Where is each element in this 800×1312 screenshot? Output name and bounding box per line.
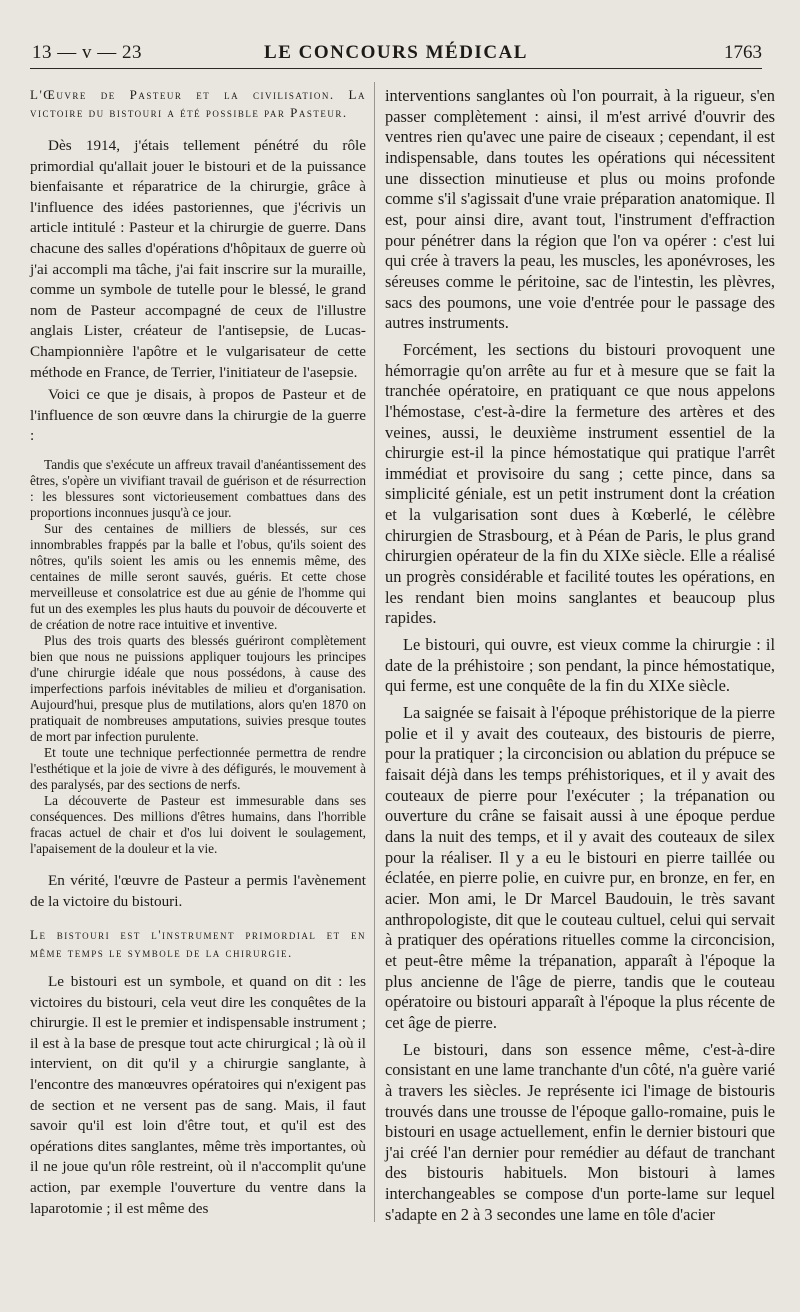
quoted-paragraph: Tandis que s'exécute un affreux travail d'anéantissement des êtres, s'opère un vivifiant travail de guérison et de résurrection : les blessures sont victorieusement combattues dans des proportions inconnues jusqu'à ce jour. bbox=[30, 456, 366, 520]
quoted-paragraph: Et toute une technique perfectionnée permettra de rendre l'esthétique et la joie de vivre à des défigurés, le mouvement à des paralysés, par des sections de nerfs. bbox=[30, 744, 366, 792]
paragraph: Le bistouri, qui ouvre, est vieux comme la chirurgie : il date de la préhistoire ; son pendant, la pince hémostatique, qui ferme, est une conquête de la fin du XIXe siècle. bbox=[385, 635, 775, 696]
section-heading-bistouri: Le bistouri est l'instrument primordial et en même temps le symbole de la chirurgie. bbox=[30, 927, 366, 961]
paragraph: Voici ce que je disais, à propos de Pasteur et de l'influence de son œuvre dans la chirurgie de la guerre : bbox=[30, 386, 366, 445]
quoted-paragraph: La découverte de Pasteur est immesurable dans ses conséquences. Des millions d'êtres humains, dans l'horrible fracas actuel de chair et d'os lui doivent le soulagement, l'apaisement de la douleur et la vie. bbox=[30, 792, 366, 856]
page-number: 1763 bbox=[724, 42, 762, 63]
section-heading-pasteur: L'Œuvre de Pasteur et la civilisation. La victoire du bistouri a été possible par Pasteur. bbox=[30, 87, 366, 120]
paragraph: La saignée se faisait à l'époque préhistorique de la pierre polie et il y avait des couteaux, des bistouris de pierre, pour la pratiquer ; la circoncision ou ablation du prépuce se faisait déjà dans les temps préhistoriques, et il y avait des couteaux de pierre pour l'exécuter ; la trépanation ou ouverture du crâne se faisait aussi à une époque perdue dans la nuit des temps, et il y avait des couteaux de silex pour la réaliser. Il y a eu le bistouri en pierre taillée ou éclatée, en pierre polie, en cuivre pur, en bronze, en fer, en acier. Mon ami, le Dr Marcel Baudouin, le très savant anthropologiste, dit que le couteau cultuel, celui qui servait à pratiquer des opérations rituelles comme la circoncision, et peut-être même la trépanation, apparaît à l'époque la plus ancienne de l'âge de pierre, tandis que le couteau opératoire ou bistouri apparaît à l'époque la plus récente de cet âge de pierre. bbox=[385, 703, 775, 1032]
quoted-paragraph: Plus des trois quarts des blessés guériront complètement bien que nous ne puissions appliquer toujours les principes d'une chirurgie idéale que nous possédons, à cause des imperfections parfois inévitables de milieu et d'organisation. Aujourd'hui, presque plus de mutilations, alors qu'en 1870 on pratiquait de nombreuses amputations, suivies presque toutes de mort par infection purulente. bbox=[30, 632, 366, 744]
paragraph: interventions sanglantes où l'on pourrait, à la rigueur, s'en passer complètement : ainsi, il m'est arrivé d'ouvrir des ventres rien qu'avec une paire de ciseaux ; cependant, il est indispensable, dans toutes les opérations qui nécessitent une dissection minutieuse et plus ou moins profonde comme s'il s'agissait d'une vraie préparation anatomique. Il est, pour ainsi dire, avant tout, l'instrument d'effraction pour pénétrer dans la région que l'on va opérer : c'est lui qui crée à travers la peau, les muscles, les aponévroses, les séreuses comme le péritoine, sac de l'intestin, les plèvres, sacs des poumons, une voie d'entrée pour le passage des autres instruments. bbox=[385, 86, 775, 333]
issue-date: 13 — v — 23 bbox=[32, 42, 142, 63]
paragraph: Le bistouri est un symbole, et quand on dit : les victoires du bistouri, cela veut dire les conquêtes de la chirurgie. Il est le premier et indispensable instrument ; il est à la base de presque tout acte chirurgical ; là où il intervient, on dit qu'il y a chirurgie sanglante, à l'encontre des manœuvres opératoires qui n'exigent pas de section et ne versent pas de sang. Mais, il faut savoir qu'il est loin d'être tout, et qu'il est des opérations dites sanglantes, même très importantes, où il ne joue qu'un rôle restreint, où il n'accomplit qu'une action, par exemple l'ouverture du ventre dans la laparotomie ; il est même des bbox=[30, 973, 366, 1217]
right-column bbox=[385, 86, 775, 1225]
paragraph: En vérité, l'œuvre de Pasteur a permis l'avènement de la victoire du bistouri. bbox=[30, 871, 366, 910]
column-divider bbox=[374, 82, 375, 1222]
paragraph: Le bistouri, dans son essence même, c'est-à-dire consistant en une lame tranchante d'un côté, n'a guère varié à travers les siècles. Je représente ici l'image de bistouris trouvés dans une trousse de l'époque gallo-romaine, puis le bistouri en usage actuellement, enfin le dernier bistouri que j'ai créé l'an dernier pour remédier au défaut de tranchant des bistouris habituels. Mon bistouri à lames interchangeables se compose d'un porte-lame sur lequel s'adapte en 2 à 3 secondes une lame en tôle d'acier bbox=[385, 1039, 775, 1224]
paragraph: Forcément, les sections du bistouri provoquent une hémorragie qu'on arrête au fur et à mesure que se fait la tranchée opératoire, en pratiquant ce que nous appelons l'hémostase, c'est-à-dire la fermeture des artères et des veines, aussi, le deuxième instrument essentiel de la chirurgie est-il la pince hémostatique qui pratique l'arrêt immédiat et provisoire du sang ; cette pince, dans sa simplicité géniale, est un petit instrument dont la création et la vulgarisation sont dues à Kœberlé, le célèbre chirurgien de Strasbourg, et à Péan de Paris, le plus grand chirurgien opérateur de la fin du XIXe siècle. Elle a réalisé un progrès considérable et facilité toutes les opérations, en les rendant bien moins sanglantes et beaucoup plus rapides. bbox=[385, 339, 775, 628]
journal-title: LE CONCOURS MÉDICAL bbox=[264, 42, 528, 63]
left-column bbox=[30, 86, 366, 1219]
page-header bbox=[30, 38, 762, 69]
paragraph: Dès 1914, j'étais tellement pénétré du rôle primordial qu'allait jouer le bistouri et de la puissance bienfaisante et réparatrice de la chirurgie, grâce à l'influence des idées pastoriennes, que j'écrivis un article intitulé : Pasteur et la chirurgie de guerre. Dans chacune des salles d'opérations d'hôpitaux de guerre où j'ai accompli ma tâche, j'ai fait inscrire sur la muraille, comme un symbole de tutelle pour le blessé, le grand nom de Pasteur accompagné de ceux de l'illustre anglais Lister, créateur de l'antisepsie, de Lucas-Championnière l'apôtre et le vulgarisateur de cette méthode en France, de Terrier, l'initiateur de l'asepsie. bbox=[30, 137, 366, 381]
quoted-paragraph: Sur des centaines de milliers de blessés, sur ces innombrables frappés par la balle et l'obus, qu'ils soient des nôtres, qu'ils soient les amis ou les ennemis même, des centaines de mille seront sauvés, guéris. Et cette chose merveilleuse et consolatrice est due au génie de l'homme qui fut un des exemples les plus hauts du pouvoir de découverte et de création de notre race intuitive et inventive. bbox=[30, 520, 366, 632]
